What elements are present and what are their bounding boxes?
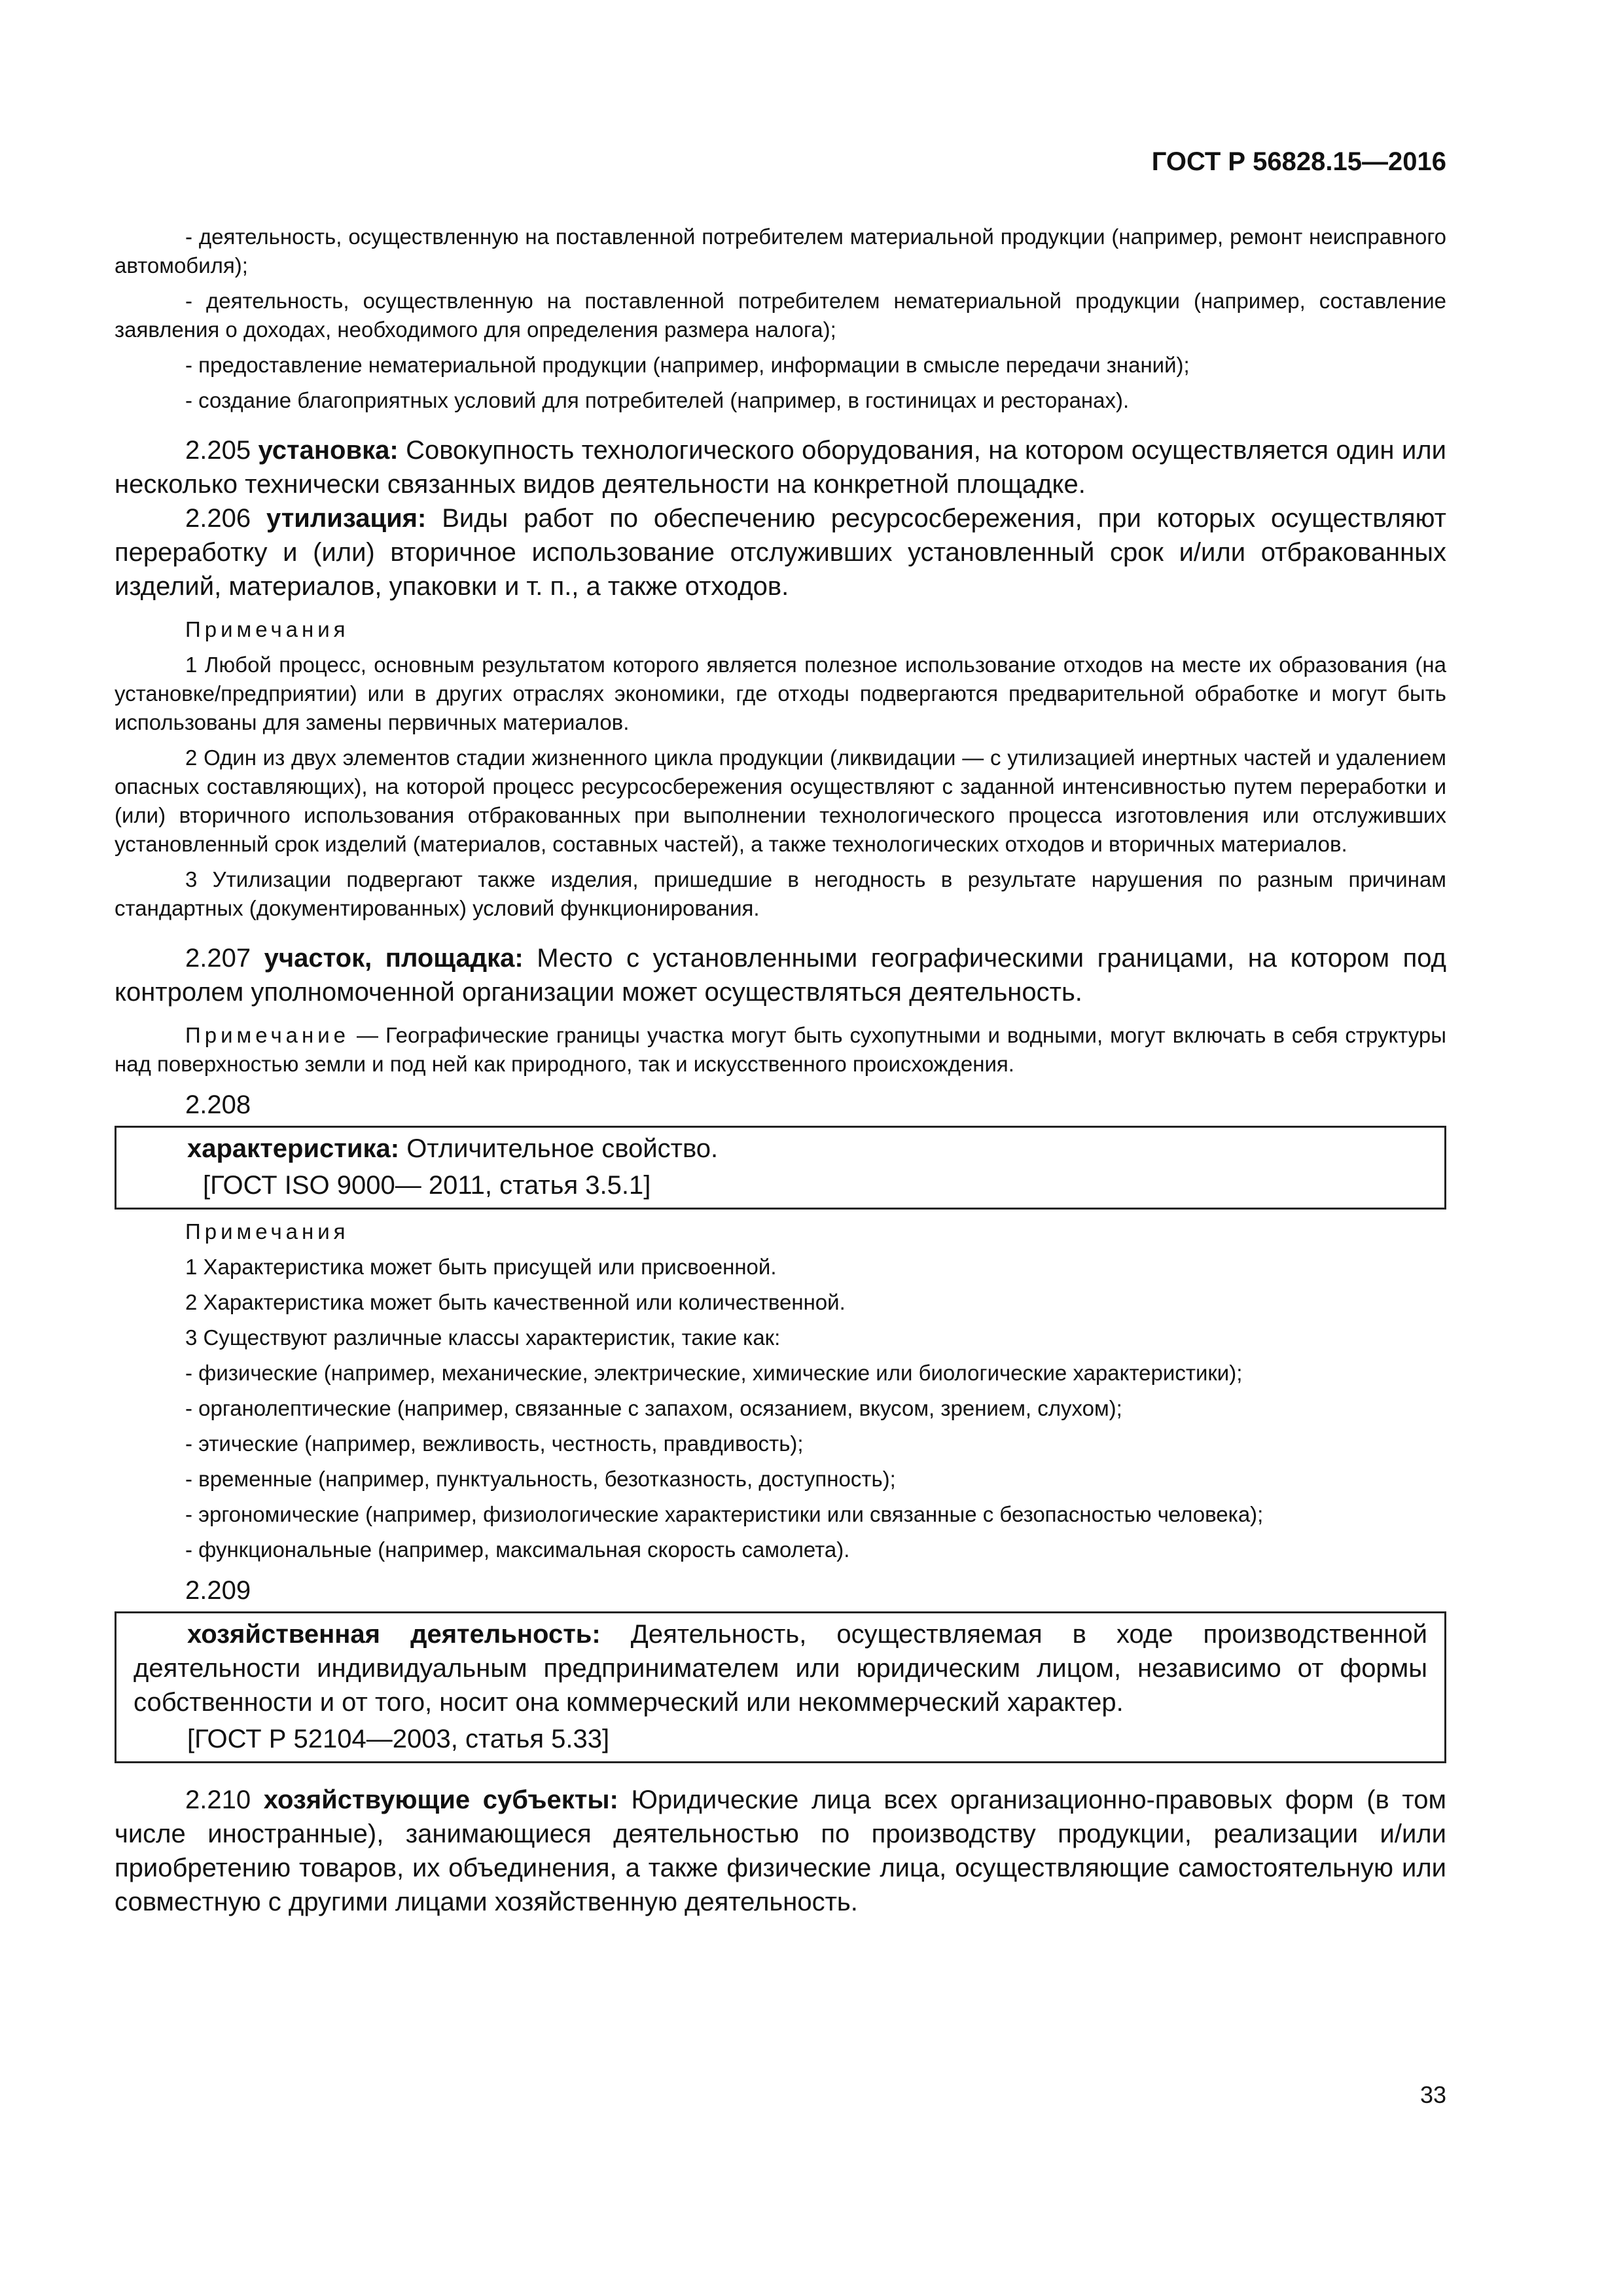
page-content — [115, 223, 1446, 1919]
list-item: - эргономические (например, физиологические характеристики или связанные с безопасностью человека); — [185, 1502, 1264, 1526]
notes-heading: Примечания — [185, 1219, 349, 1244]
entry-number: 2.208 — [185, 1090, 251, 1119]
term-entry-2-210: 2.210 хозяйствующие субъекты: Юридические лица всех организационно-правовых форм (в том числе иностранные), занимающиеся деятельностью по производству продукции, реализации и/или приобретению товаров, их объединения, а также физические лица, осуществляющие самостоятельную или совместную с другими лицами хозяйственную деятельность. — [115, 1785, 1446, 1916]
term-entry-2-207: 2.207 участок, площадка: Место с установленными географическими границами, на котором под контролем уполномоченной организации может осуществляться деятельность. — [115, 944, 1446, 1007]
note: Примечание — Географические границы участка могут быть сухопутными и водными, могут включать в себя структуры над поверхностью земли и под ней как природного, так и искусственного происхождения. — [115, 1023, 1446, 1076]
note: 1 Характеристика может быть присущей или присвоенной. — [185, 1255, 777, 1279]
list-item: - деятельность, осуществленную на поставленной потребителем материальной продукции (например, ремонт неисправного автомобиля); — [115, 224, 1446, 278]
term-box-2-209 — [115, 1611, 1446, 1763]
note: 3 Существуют различные классы характеристик, такие как: — [185, 1325, 781, 1350]
list-item: - предоставление нематериальной продукции (например, информации в смысле передачи знаний); — [185, 353, 1190, 377]
term: хозяйственная деятельность: — [187, 1620, 601, 1649]
entry-number: 2.209 — [185, 1576, 251, 1605]
term: хозяйствующие субъекты: — [263, 1785, 618, 1814]
term-entry-2-205: 2.205 установка: Совокупность технологического оборудования, на котором осуществляется один или несколько технически связанных видов деятельности на конкретной площадке. — [115, 436, 1446, 499]
definition: Юридические лица всех организационно-правовых форм (в том числе иностранные), занимающиеся деятельностью по производству продукции, реализации и/или приобретению товаров, их объединения, а также физические лица, осуществляющие самостоятельную или совместную с другими лицами хозяйственную деятельность. — [115, 1785, 1446, 1916]
definition: Совокупность технологического оборудования, на котором осуществляется один или несколько технически связанных видов деятельности на конкретной площадке. — [115, 436, 1446, 499]
list-item: - временные (например, пунктуальность, безотказность, доступность); — [185, 1467, 896, 1491]
term-entry-2-206: 2.206 утилизация: Виды работ по обеспечению ресурсосбережения, при которых осуществляют переработку и (или) вторичное использование отслуживших установленный срок и/или отбракованных изделий, материалов, упаковки и т. п., а также отходов. — [115, 504, 1446, 601]
term: утилизация: — [266, 504, 427, 533]
definition: Виды работ по обеспечению ресурсосбережения, при которых осуществляют переработку и (или) вторичное использование отслуживших установленный срок и/или отбракованных изделий, материалов, упаковки и т. п., а также отходов. — [115, 504, 1446, 601]
list-item: - деятельность, осуществленную на поставленной потребителем нематериальной продукции (например, составление заявления о доходах, необходимого для определения размера налога); — [115, 289, 1447, 342]
list-item: - физические (например, механические, электрические, химические или биологические характеристики); — [185, 1361, 1243, 1385]
page-number: 33 — [1419, 2081, 1446, 2108]
list-item: - функциональные (например, максимальная скорость самолета). — [185, 1537, 850, 1562]
source-reference: [ГОСТ Р 52104—2003, статья 5.33] — [187, 1725, 610, 1753]
definition: Отличительное свойство. — [406, 1134, 719, 1163]
document-code: ГОСТ Р 56828.15—2016 — [1151, 147, 1446, 176]
notes-heading: Примечания — [185, 617, 349, 641]
term-box-2-208 — [115, 1126, 1446, 1210]
note: 2 Один из двух элементов стадии жизненного цикла продукции (ликвидации — с утилизацией инертных частей и удалением опасных составляющих), на которой процесс ресурсосбережения осуществляют с заданной интенсивностью путем переработки и (или) вторичного использования отбракованных при выполнении технологического процесса изготовления или отслуживших установленный срок изделий (материалов, составных частей), а также технологических отходов и вторичных материалов. — [115, 745, 1446, 856]
list-item: - органолептические (например, связанные с запахом, осязанием, вкусом, зрением, слухом); — [185, 1396, 1122, 1420]
note: 3 Утилизации подвергают также изделия, пришедшие в негодность в результате нарушения по разным причинам стандартных (документированных) условий функционирования. — [115, 867, 1446, 920]
note: 2 Характеристика может быть качественной или количественной. — [185, 1290, 846, 1314]
term: установка: — [258, 436, 399, 465]
source-reference: [ГОСТ ISO 9000— 2011, статья 3.5.1] — [203, 1171, 651, 1200]
definition: Место с установленными географическими границами, на котором под контролем уполномоченной организации может осуществляться деятельность. — [115, 944, 1446, 1007]
term: участок, площадка: — [264, 944, 524, 973]
note: 1 Любой процесс, основным результатом которого является полезное использование отходов на месте их образования (на установке/предприятии) или в других отраслях экономики, где отходы подвергаются предварительной обработке и могут быть использованы для замены первичных материалов. — [115, 653, 1446, 734]
definition: Деятельность, осуществляемая в ходе производственной деятельности индивидуальным предпринимателем или юридическим лицом, независимо от формы собственности и от того, носит она коммерческий или некоммерческий характер. — [134, 1620, 1427, 1717]
note-label: Примечание — [185, 1023, 350, 1047]
term: характеристика: — [187, 1134, 400, 1163]
list-item: - этические (например, вежливость, честность, правдивость); — [185, 1431, 804, 1456]
list-item: - создание благоприятных условий для потребителей (например, в гостиницах и ресторанах). — [185, 388, 1130, 412]
